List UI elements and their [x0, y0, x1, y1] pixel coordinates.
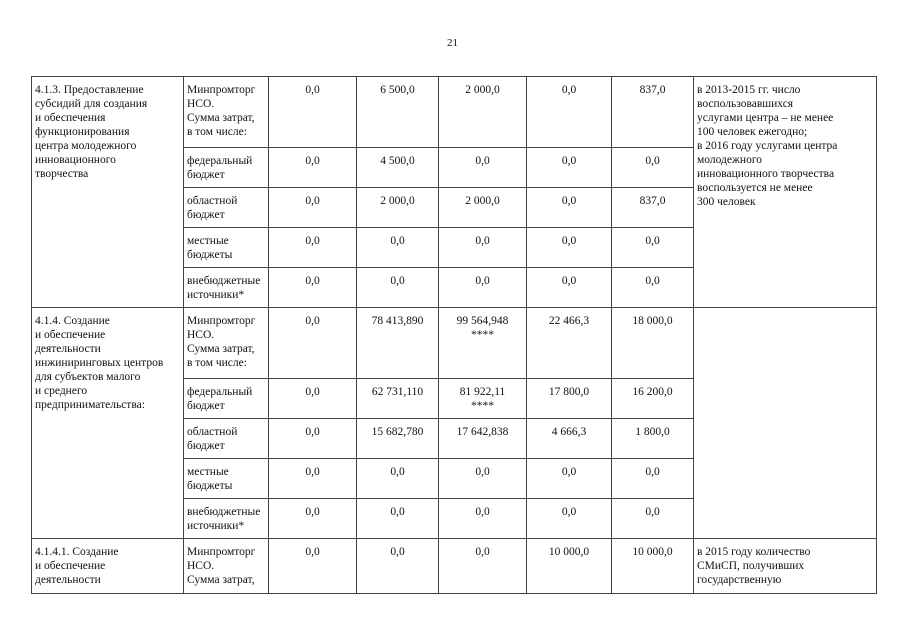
funding-table	[31, 76, 877, 594]
amount-cell: 0,0	[612, 148, 694, 188]
funding-source-cell: Минпромторг НСО. Сумма затрат, в том числе:	[184, 77, 269, 148]
amount-cell: 2 000,0	[357, 188, 439, 228]
amount-cell: 0,0	[357, 459, 439, 499]
amount-cell: 4 500,0	[357, 148, 439, 188]
amount-cell: 0,0	[527, 188, 612, 228]
amount-cell: 837,0	[612, 77, 694, 148]
amount-cell: 0,0	[439, 539, 527, 594]
amount-cell: 0,0	[269, 499, 357, 539]
amount-cell: 0,0	[269, 77, 357, 148]
amount-cell: 0,0	[269, 268, 357, 308]
amount-cell: 99 564,948 ****	[439, 308, 527, 379]
amount-cell: 81 922,11 ****	[439, 379, 527, 419]
expected-result-cell	[694, 308, 877, 539]
amount-cell: 18 000,0	[612, 308, 694, 379]
amount-cell: 0,0	[527, 228, 612, 268]
funding-source-cell: федеральный бюджет	[184, 148, 269, 188]
amount-cell: 0,0	[269, 148, 357, 188]
funding-source-cell: федеральный бюджет	[184, 379, 269, 419]
table-row	[32, 308, 877, 379]
expected-result-cell: в 2015 году количество СМиСП, получивших государственную	[694, 539, 877, 594]
amount-cell: 62 731,110	[357, 379, 439, 419]
funding-source-cell: местные бюджеты	[184, 459, 269, 499]
amount-cell: 6 500,0	[357, 77, 439, 148]
funding-source-cell: местные бюджеты	[184, 228, 269, 268]
amount-cell: 4 666,3	[527, 419, 612, 459]
amount-cell: 0,0	[357, 499, 439, 539]
event-name-cell: 4.1.3. Предоставление субсидий для создания и обеспечения функционирования центра молодежного инновационного творчества	[32, 77, 184, 308]
funding-source-cell: областной бюджет	[184, 188, 269, 228]
amount-cell: 0,0	[527, 499, 612, 539]
funding-source-cell: областной бюджет	[184, 419, 269, 459]
amount-cell: 0,0	[439, 499, 527, 539]
event-name-cell: 4.1.4.1. Создание и обеспечение деятельности	[32, 539, 184, 594]
amount-cell: 0,0	[612, 228, 694, 268]
amount-cell: 78 413,890	[357, 308, 439, 379]
amount-cell: 0,0	[439, 148, 527, 188]
amount-cell: 0,0	[527, 77, 612, 148]
amount-cell: 0,0	[269, 539, 357, 594]
amount-cell: 16 200,0	[612, 379, 694, 419]
amount-cell: 0,0	[269, 188, 357, 228]
amount-cell: 17 642,838	[439, 419, 527, 459]
amount-cell: 0,0	[612, 268, 694, 308]
amount-cell: 17 800,0	[527, 379, 612, 419]
amount-cell: 0,0	[269, 419, 357, 459]
table-row	[32, 539, 877, 594]
event-name-cell: 4.1.4. Создание и обеспечение деятельности инжиниринговых центров для субъектов малого и среднего предпринимательства:	[32, 308, 184, 539]
amount-cell: 15 682,780	[357, 419, 439, 459]
amount-cell: 0,0	[269, 379, 357, 419]
amount-cell: 0,0	[357, 228, 439, 268]
expected-result-cell: в 2013-2015 гг. число воспользовавшихся услугами центра – не менее 100 человек ежегодно; в 2016 году услугами центра молодежного инновационного творчества воспользуется не менее 300 человек	[694, 77, 877, 308]
amount-cell: 0,0	[269, 459, 357, 499]
amount-cell: 0,0	[439, 268, 527, 308]
amount-cell: 0,0	[527, 459, 612, 499]
funding-source-cell: внебюджетные источники*	[184, 499, 269, 539]
amount-cell: 0,0	[269, 308, 357, 379]
amount-cell: 2 000,0	[439, 188, 527, 228]
amount-cell: 0,0	[439, 459, 527, 499]
amount-cell: 0,0	[357, 539, 439, 594]
amount-cell: 0,0	[527, 148, 612, 188]
amount-cell: 1 800,0	[612, 419, 694, 459]
amount-cell: 0,0	[269, 228, 357, 268]
amount-cell: 22 466,3	[527, 308, 612, 379]
amount-cell: 0,0	[439, 228, 527, 268]
amount-cell: 10 000,0	[527, 539, 612, 594]
funding-source-cell: Минпромторг НСО. Сумма затрат,	[184, 539, 269, 594]
table-row	[32, 77, 877, 148]
amount-cell: 0,0	[612, 459, 694, 499]
funding-source-cell: Минпромторг НСО. Сумма затрат, в том числе:	[184, 308, 269, 379]
amount-cell: 0,0	[357, 268, 439, 308]
page-number: 21	[447, 37, 458, 49]
amount-cell: 2 000,0	[439, 77, 527, 148]
funding-source-cell: внебюджетные источники*	[184, 268, 269, 308]
amount-cell: 837,0	[612, 188, 694, 228]
amount-cell: 0,0	[612, 499, 694, 539]
amount-cell: 10 000,0	[612, 539, 694, 594]
amount-cell: 0,0	[527, 268, 612, 308]
